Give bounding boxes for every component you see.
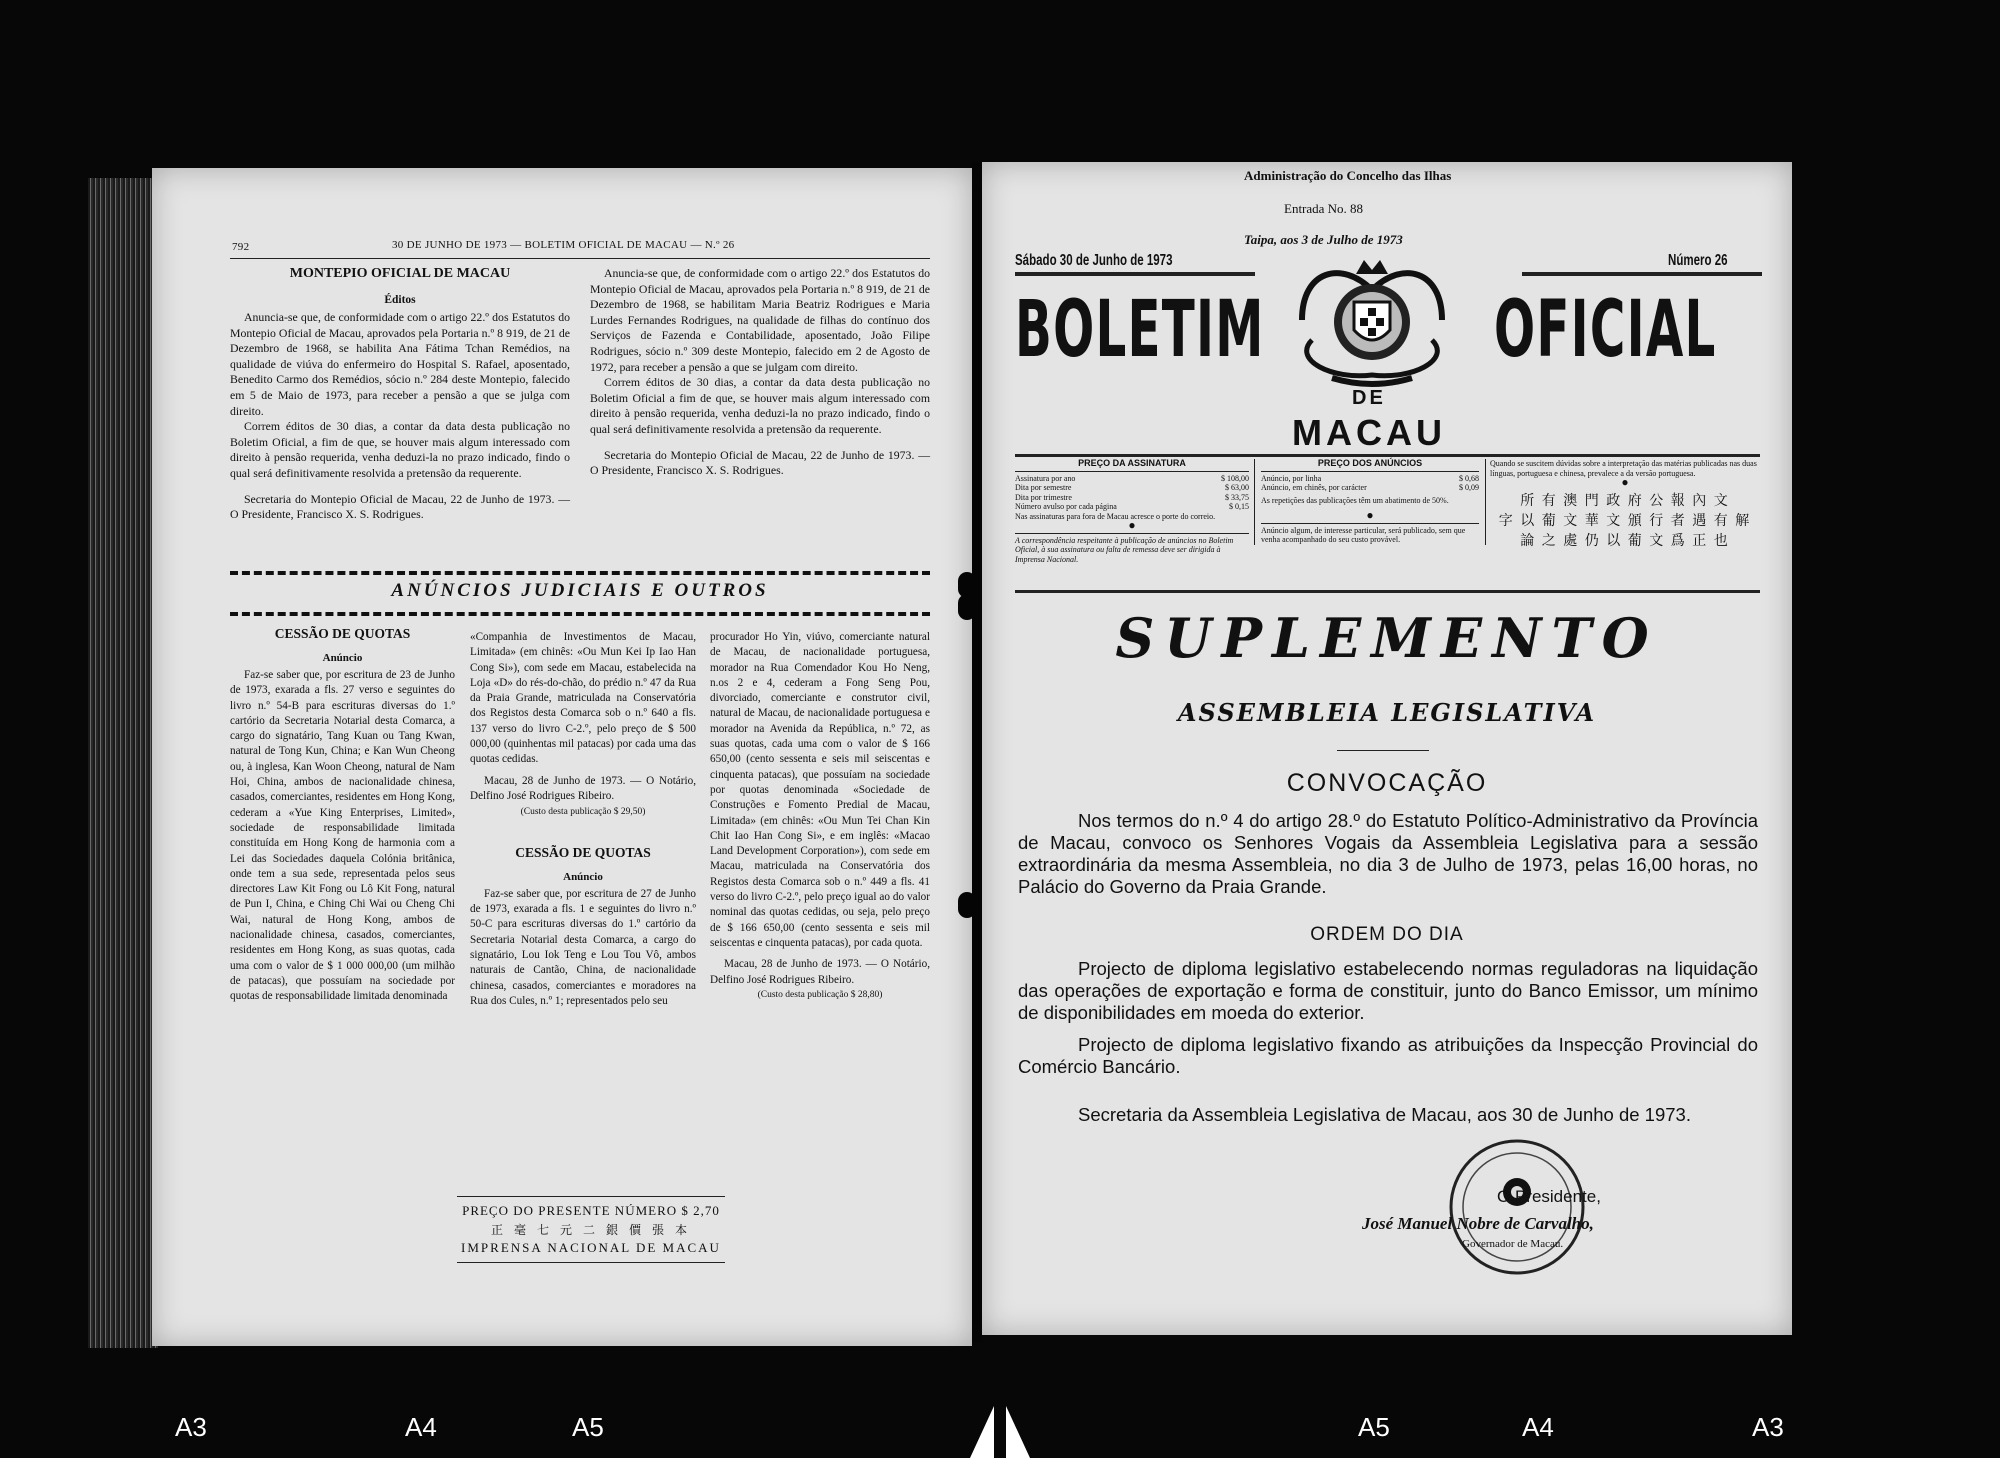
notary-signature: Macau, 28 de Junho de 1973. — O Notário, Delfino José Rodrigues Ribeiro. — [470, 774, 696, 803]
price-row: Dita por trimestre $ 33,75 — [1015, 492, 1249, 502]
book-page-edges — [88, 178, 158, 1348]
film-mark: A5 — [572, 1412, 604, 1442]
cessao-2-continuation — [710, 630, 930, 1000]
montepio-column-1 — [230, 266, 570, 523]
montepio-signature: Secretaria do Montepio Oficial de Macau, 22 de Junho de 1973. — O Presidente, Francisco X. S. Rodrigues. — [590, 447, 930, 478]
ordem-item: Projecto de diploma legislativo fixando as atribuições da Inspecção Provincial do Comércio Bancário. — [1018, 1034, 1758, 1077]
film-mark: A5 — [1358, 1412, 1390, 1442]
imprensa-nacional: IMPRENSA NACIONAL DE MACAU — [461, 1240, 721, 1255]
price-row: Número avulso por cada página $ 0,15 — [1015, 502, 1249, 511]
cessao-1-continuation — [470, 630, 696, 1009]
price-row: Anúncio, por linha $ 0,68 — [1261, 473, 1479, 483]
montepio-column-2 — [590, 266, 930, 479]
secretaria-date: Secretaria da Assembleia Legislativa de Macau, aos 30 de Junho de 1973. — [1078, 1104, 1691, 1125]
cessao-text: Faz-se saber que, por escritura de 23 de Junho de 1973, exarada a fls. 27 verso e seguintes do livro n.º 54-B para escrituras diversas do 1.º cartório da Secretaria Notarial desta Comarca, a cargo do signatário, Tang Kuan ou Tang Kwan, natural de Tong Kun, China; e Kan Wun Cheong ou, à inglesa, Kan Woon Cheong, natural de Nam Hoi, China, ambos de nacionalidade chinesa, casados, comerciantes, residentes em Hong Kong, cederam a «Yue King Enterprises, Limited», sociedade de responsabilidade limitada constituída em Hong Kong de harmonia com a Lei das Sociedades daquela Colónia britânica, onde tem a sua sede, representada pelos seus directores Law Kit Fong ou Lô Kit Fong, natural de Pun I, China, e Ching Chi Wai ou Cheng Chi Wai, natural de Hong Kong, ambos de nacionalidade chinesa, casados, comerciantes, residentes em Hong Kong, as suas quotas, cada uma com o valor de $ 1 000 000,00 (um milhão de patacas), que possuíam na sociedade por quotas de responsabilidade limitada denominada — [230, 669, 455, 1003]
subscription-rows — [1015, 474, 1249, 512]
presidente-label: O Presidente, — [1497, 1187, 1601, 1206]
cessao-text: «Companhia de Investimentos de Macau, Limitada» (em chinês: «Ou Mun Kei Ip Iao Han Cong Si»), com sede em Macau, estabelecida na Loja «D» do rés-do-chão, do prédio n.º 47 da Rua da Praia Grande, matriculada na Conservatória dos Registos desta Comarca sob o n.º 640 a fls. 137 verso do livro C-2.º, pelo preço de $ 500 000,00 (quinhentas mil patacas) por cada uma das quotas cedidas. — [470, 631, 696, 766]
assembleia-title: ASSEMBLEIA LEGISLATIVA — [1177, 698, 1597, 727]
governor-title: Governador de Macau. — [1462, 1238, 1564, 1250]
anuncio-subtitle: Anúncio — [563, 870, 603, 883]
official-seal-icon — [1442, 1132, 1592, 1282]
montepio-paragraph: Anuncia-se que, de conformidade com o artigo 22.º dos Estatutos do Montepio Oficial de Macau, aprovados pela Portaria n.º 8 919, de 21 de Dezembro de 1968, se habilitam Maria Beatriz Rodrigues e Maria Lurdes Fernandes Rodrigues, na qualidade de filhas do contínuo dos Serviços de Fazenda e Contabilidade, aposentado, João Filipe Rodrigues, sócio n.º 309 deste Montepio, falecido em 2 de Agosto de 1972, para receber a pensão a que se julgam com direito. — [590, 266, 930, 374]
right-page — [982, 162, 1792, 1335]
subscription-price-box: PREÇO DA ASSINATURA Assinatura por ano $ 108,00 Dita por semestre $ 63,00 Dita por trimestre $ 33,75 Número avulso por cada página $ 0,15 Nas assinaturas para fora de Macau acresce o porte do correio. ● A correspondência respeitante à publicação de anúncios no Boletim Oficial, à sua assinatura ou falta de remessa deve ser dirigida à Imprensa Nacional. — [1015, 458, 1249, 564]
running-header: 30 DE JUNHO DE 1973 — BOLETIM OFICIAL DE MACAU — N.º 26 — [392, 239, 735, 251]
montepio-signature: Secretaria do Montepio Oficial de Macau, 22 de Junho de 1973. — O Presidente, Francisco X. S. Rodrigues. — [230, 491, 570, 522]
montepio-title: MONTEPIO OFICIAL DE MACAU — [289, 266, 511, 281]
signatory-name: José Manuel Nobre de Carvalho, — [1362, 1214, 1594, 1233]
film-mark: A4 — [405, 1412, 437, 1442]
cessao-title: CESSÃO DE QUOTAS — [515, 844, 651, 860]
price-row: Dita por semestre $ 63,00 — [1015, 483, 1249, 492]
title-macau: MACAU — [1292, 412, 1446, 453]
received-stamp-entry: Entrada No. 88 — [1284, 201, 1364, 216]
cessao-text: procurador Ho Yin, viúvo, comerciante natural de Macau, de nacionalidade portuguesa, morador na Rua Comendador Kou Ho Neng, n.os 2 e 4, cederam a Fong Seng Pou, divorciado, comerciante e construtor civil, natural de Macau, de nacionalidade portuguesa e morador na Avenida da República, n.º 72, as suas quotas, cada uma com o valor de $ 166 650,00 (cento sessenta e seis mil seiscentas e cinquenta patacas), que possuíam na sociedade por quotas denominada «Sociedade de Construções e Fomento Predial de Macau, Limitada» (em chinês: «Ou Mun Tei Chan Kin Chit Iao Han Cong Si», e em inglês: «Macao Land Development Corporation»), com sede em Macau, matriculada na Conservatória dos Registos desta Comarca sob o n.º 449 a fls. 41 verso do livro C-2.º, pelo preço igual ao do valor nominal das quotas cedidas, ou seja, pelo preço de $ 166 650,00 (cento sessenta e seis mil seiscentas e cinquenta patacas), por cada quota. — [710, 631, 930, 949]
received-stamp-date: Taipa, aos 3 de Julho de 1973 — [1244, 232, 1403, 247]
price-box — [457, 1196, 725, 1263]
title-oficial: OFICIAL — [1494, 285, 1717, 375]
ordem-item: Projecto de diploma legislativo estabelecendo normas reguladoras na liquidação das operações de exportação e forma de constituir, junto do Banco Emissor, um mínimo de disponibilidades em moeda do exterior. — [1018, 958, 1758, 1023]
publication-cost: (Custo desta publicação $ 29,50) — [520, 806, 646, 817]
convocacao-text: Nos termos do n.º 4 do artigo 28.º do Estatuto Político-Administrativo da Província de Macau, convoco os Senhores Vogais da Assembleia Legislativa para a sessão extraordinária da mesma Assembleia, no dia 3 de Julho de 1973, pelas 16,00 horas, no Palácio do Governo da Praia Grande. — [1018, 810, 1758, 897]
anuncios-title: ANÚNCIOS JUDICIAIS E OUTROS — [391, 580, 769, 601]
page-number: 792 — [232, 241, 250, 253]
binding-clip — [958, 594, 976, 620]
price-line: PREÇO DO PRESENTE NÚMERO $ 2,70 — [462, 1203, 720, 1218]
received-stamp-line: Administração do Concelho das Ilhas — [1244, 168, 1452, 183]
ad-price-box: PREÇO DOS ANÚNCIOS Anúncio, por linha $ 0,68 Anúncio, em chinês, por carácter $ 0,09 As repetições das publicações têm um abatimento de 50%. ● Anúncio algum, de interesse particular, será publicado, sem que venha acompanhado do seu custo provável. — [1254, 459, 1486, 545]
title-de: DE — [1352, 387, 1386, 409]
notary-signature: Macau, 28 de Junho de 1973. — O Notário, Delfino José Rodrigues Ribeiro. — [710, 958, 930, 986]
price-line-chinese: 正 毫 七 元 二 銀 價 張 本 — [490, 1223, 691, 1237]
cessao-1-column — [230, 626, 455, 1005]
publication-cost: (Custo desta publicação $ 28,80) — [757, 990, 883, 1001]
chinese-note: 所 有 澳 門 政 府 公 報 內 文 字 以 葡 文 華 文 頒 行 者 遇 有 解 論 之 處 仍 以 葡 文 爲 正 也 — [1498, 493, 1752, 549]
issue-number: Número 26 — [1668, 252, 1728, 269]
film-mark: A3 — [1752, 1412, 1784, 1442]
film-mark: A3 — [175, 1412, 207, 1442]
montepio-paragraph: Correm éditos de 30 dias, a contar da data desta publicação no Boletim Oficial a fim de que, se houver mais algum interessado com direito à pensão requerida, venha deduzi-la no prazo indicado, findo o qual será definitivamente resolvida a pretensão da requerente. — [590, 375, 930, 436]
left-page — [152, 168, 972, 1346]
title-boletim: BOLETIM — [1015, 285, 1265, 375]
montepio-paragraph: Correm éditos de 30 dias, a contar da data desta publicação no Boletim Oficial, a fim de que, se houver mais algum interessado com direito à pensão requerida, venha deduzi-la no prazo indicado, findo o qual será definitivamente resolvida a pretensão da requerente. — [230, 419, 570, 480]
book-gutter — [972, 162, 982, 1342]
language-note-box: Quando se suscitem dúvidas sobre a interpretação das matérias publicadas nas duas línguas, portuguesa e chinesa, prevalece a da versão portuguesa. ● 所 有 澳 門 政 府 公 報 內 文 字 以 葡 文 華 文 頒 行 者 遇 有 解 論 之 處 仍 以 葡 文 爲 正 也 — [1490, 459, 1760, 552]
convocacao-heading: CONVOCAÇÃO — [1286, 769, 1488, 797]
cessao-title: CESSÃO DE QUOTAS — [274, 626, 411, 641]
suplemento-title: SUPLEMENTO — [1115, 606, 1659, 670]
cessao-text: Faz-se saber que, por escritura de 27 de Junho de 1973, exarada a fls. 1 e seguintes do livro n.º 50-C para escrituras diversas do 1.º cartório da Secretaria Notarial desta Comarca, a cargo do signatário, Lou Iok Teng e Lou Tou Vô, ambos naturais de Cantão, China, de nacionalidade chinesa, casados, comerciantes e moradores na Rua dos Cules, n.º 1; representados pelo seu — [470, 887, 696, 1007]
price-row: Assinatura por ano $ 108,00 — [1015, 473, 1249, 483]
anuncio-subtitle: Anúncio — [322, 652, 363, 664]
editos-subtitle: Éditos — [384, 294, 416, 306]
ordem-do-dia-heading: ORDEM DO DIA — [1310, 924, 1464, 945]
montepio-paragraph: Anuncia-se que, de conformidade com o artigo 22.º dos Estatutos do Montepio Oficial de Macau, aprovados pela Portaria n.º 8 919, de 21 de Dezembro de 1968, se habilita Ana Fátima Tchan Remédios, na qualidade de viúva do enfermeiro do Hospital S. Rafael, aposentado, Benedito Carmo dos Remédios, sócio n.º 284 deste Montepio, falecido em 5 de Maio de 1973, para receber a pensão a que se julga com direito. — [230, 310, 570, 418]
issue-date: Sábado 30 de Junho de 1973 — [1015, 252, 1173, 269]
price-row: Anúncio, em chinês, por carácter $ 0,09 — [1261, 483, 1479, 492]
film-center-marker-icon — [930, 1400, 1070, 1458]
binding-clip — [958, 892, 976, 918]
film-mark: A4 — [1522, 1412, 1554, 1442]
